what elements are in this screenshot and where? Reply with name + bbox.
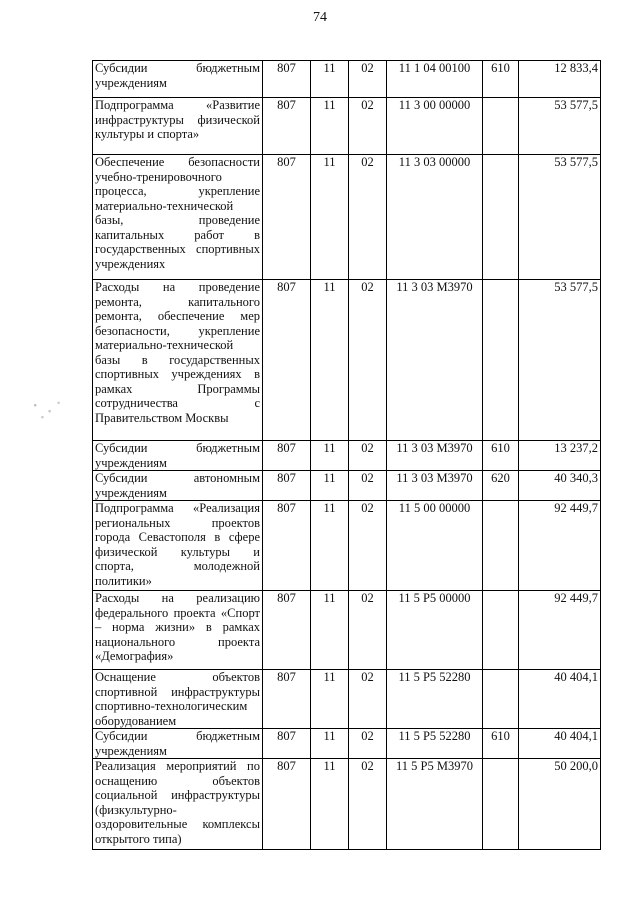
section-code: 11 [311, 501, 349, 591]
target-article-code: 11 5 Р5 52280 [387, 729, 483, 759]
expense-type-code: 620 [483, 471, 519, 501]
row-name: Реализация мероприятий по оснащению объектов социальной инфраструктуры (физкультурно-оздоровительные комплексы открытого типа) [93, 759, 263, 850]
target-article-code: 11 3 03 00000 [387, 155, 483, 280]
section-code: 11 [311, 759, 349, 850]
expense-type-code: 610 [483, 441, 519, 471]
amount: 40 404,1 [519, 670, 601, 729]
amount: 12 833,4 [519, 61, 601, 98]
target-article-code: 11 1 04 00100 [387, 61, 483, 98]
target-article-code: 11 3 03 М3970 [387, 280, 483, 441]
table-row [93, 729, 601, 759]
expense-type-code: 610 [483, 729, 519, 759]
row-name: Субсидии автономным учреждениям [93, 471, 263, 501]
ministry-code: 807 [263, 61, 311, 98]
table-row [93, 471, 601, 501]
target-article-code: 11 5 Р5 52280 [387, 670, 483, 729]
expense-type-code [483, 280, 519, 441]
row-name: Оснащение объектов спортивной инфраструктуры спортивно-технологическим оборудованием [93, 670, 263, 729]
page-number: 74 [313, 10, 327, 25]
amount: 53 577,5 [519, 280, 601, 441]
subsection-code: 02 [349, 471, 387, 501]
subsection-code: 02 [349, 280, 387, 441]
section-code: 11 [311, 98, 349, 155]
budget-table-body [93, 61, 601, 850]
target-article-code: 11 3 03 М3970 [387, 471, 483, 501]
scan-smudge [28, 398, 64, 422]
section-code: 11 [311, 729, 349, 759]
amount: 50 200,0 [519, 759, 601, 850]
table-row [93, 441, 601, 471]
section-code: 11 [311, 155, 349, 280]
section-code: 11 [311, 441, 349, 471]
ministry-code: 807 [263, 591, 311, 670]
section-code: 11 [311, 471, 349, 501]
amount: 53 577,5 [519, 98, 601, 155]
table-row [93, 501, 601, 591]
section-code: 11 [311, 280, 349, 441]
section-code: 11 [311, 61, 349, 98]
ministry-code: 807 [263, 501, 311, 591]
amount: 92 449,7 [519, 591, 601, 670]
target-article-code: 11 5 00 00000 [387, 501, 483, 591]
expense-type-code [483, 591, 519, 670]
subsection-code: 02 [349, 670, 387, 729]
row-name: Подпрограмма «Реализация региональных проектов города Севастополя в сфере физической культуры и спорта, молодежной политики» [93, 501, 263, 591]
subsection-code: 02 [349, 61, 387, 98]
section-code: 11 [311, 670, 349, 729]
subsection-code: 02 [349, 98, 387, 155]
ministry-code: 807 [263, 98, 311, 155]
row-name: Расходы на проведение ремонта, капитального ремонта, обеспечение мер безопасности, укрепление материально-технической базы в государственных спортивных учреждениях в рамках Программы сотрудничества с Правительством Москвы [93, 280, 263, 441]
expense-type-code: 610 [483, 61, 519, 98]
ministry-code: 807 [263, 729, 311, 759]
table-row [93, 670, 601, 729]
subsection-code: 02 [349, 759, 387, 850]
row-name: Подпрограмма «Развитие инфраструктуры физической культуры и спорта» [93, 98, 263, 155]
expense-type-code [483, 155, 519, 280]
table-row [93, 591, 601, 670]
ministry-code: 807 [263, 155, 311, 280]
table-row [93, 759, 601, 850]
target-article-code: 11 3 00 00000 [387, 98, 483, 155]
table-row [93, 61, 601, 98]
ministry-code: 807 [263, 471, 311, 501]
amount: 92 449,7 [519, 501, 601, 591]
table-row [93, 98, 601, 155]
amount: 53 577,5 [519, 155, 601, 280]
subsection-code: 02 [349, 441, 387, 471]
target-article-code: 11 5 Р5 00000 [387, 591, 483, 670]
expense-type-code [483, 98, 519, 155]
table-row [93, 280, 601, 441]
amount: 13 237,2 [519, 441, 601, 471]
budget-table [92, 60, 601, 850]
ministry-code: 807 [263, 759, 311, 850]
row-name: Обеспечение безопасности учебно-тренировочного процесса, укрепление материально-технической базы, проведение капитальных работ в государственных спортивных учреждениях [93, 155, 263, 280]
row-name: Субсидии бюджетным учреждениям [93, 729, 263, 759]
expense-type-code [483, 501, 519, 591]
expense-type-code [483, 670, 519, 729]
subsection-code: 02 [349, 591, 387, 670]
amount: 40 404,1 [519, 729, 601, 759]
subsection-code: 02 [349, 155, 387, 280]
subsection-code: 02 [349, 501, 387, 591]
section-code: 11 [311, 591, 349, 670]
target-article-code: 11 3 03 М3970 [387, 441, 483, 471]
amount: 40 340,3 [519, 471, 601, 501]
row-name: Субсидии бюджетным учреждениям [93, 61, 263, 98]
row-name: Субсидии бюджетным учреждениям [93, 441, 263, 471]
table-row [93, 155, 601, 280]
ministry-code: 807 [263, 280, 311, 441]
subsection-code: 02 [349, 729, 387, 759]
expense-type-code [483, 759, 519, 850]
target-article-code: 11 5 Р5 М3970 [387, 759, 483, 850]
ministry-code: 807 [263, 670, 311, 729]
row-name: Расходы на реализацию федерального проекта «Спорт – норма жизни» в рамках национального проекта «Демография» [93, 591, 263, 670]
ministry-code: 807 [263, 441, 311, 471]
